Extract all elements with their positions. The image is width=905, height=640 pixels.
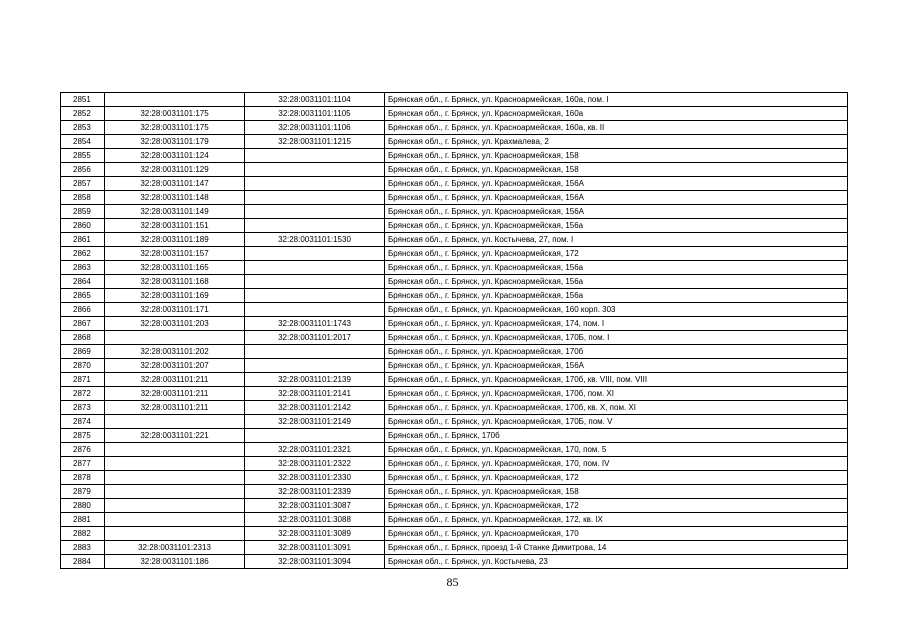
cadastral-number-cell <box>245 219 385 233</box>
address-cell: Брянская обл., г. Брянск, 170б <box>385 429 848 443</box>
parent-cadastral-number-cell: 32:28:0031101:169 <box>105 289 245 303</box>
table-row <box>61 205 848 219</box>
address-cell: Брянская обл., г. Брянск, ул. Красноармейская, 158 <box>385 149 848 163</box>
parent-cadastral-number-cell: 32:28:0031101:149 <box>105 205 245 219</box>
cadastral-number-cell <box>245 345 385 359</box>
cadastral-number-cell <box>245 149 385 163</box>
table-row <box>61 471 848 485</box>
cadastral-number-cell <box>245 205 385 219</box>
parent-cadastral-number-cell: 32:28:0031101:151 <box>105 219 245 233</box>
property-table <box>60 92 848 569</box>
page-number: 85 <box>446 575 459 589</box>
cadastral-number-cell: 32:28:0031101:2149 <box>245 415 385 429</box>
table-row <box>61 345 848 359</box>
parent-cadastral-number-cell: 32:28:0031101:148 <box>105 191 245 205</box>
parent-cadastral-number-cell <box>105 499 245 513</box>
parent-cadastral-number-cell: 32:28:0031101:186 <box>105 555 245 569</box>
parent-cadastral-number-cell: 32:28:0031101:165 <box>105 261 245 275</box>
address-cell: Брянская обл., г. Брянск, ул. Красноармейская, 156А <box>385 359 848 373</box>
parent-cadastral-number-cell: 32:28:0031101:157 <box>105 247 245 261</box>
table-row <box>61 373 848 387</box>
address-cell: Брянская обл., г. Брянск, ул. Красноармейская, 172, кв. IX <box>385 513 848 527</box>
parent-cadastral-number-cell <box>105 93 245 107</box>
cadastral-number-cell: 32:28:0031101:1743 <box>245 317 385 331</box>
row-number-cell: 2866 <box>61 303 105 317</box>
address-cell: Брянская обл., г. Брянск, ул. Костычева, 23 <box>385 555 848 569</box>
cadastral-number-cell <box>245 359 385 373</box>
parent-cadastral-number-cell: 32:28:0031101:211 <box>105 387 245 401</box>
parent-cadastral-number-cell: 32:28:0031101:147 <box>105 177 245 191</box>
parent-cadastral-number-cell: 32:28:0031101:175 <box>105 121 245 135</box>
parent-cadastral-number-cell: 32:28:0031101:168 <box>105 275 245 289</box>
row-number-cell: 2858 <box>61 191 105 205</box>
parent-cadastral-number-cell: 32:28:0031101:2313 <box>105 541 245 555</box>
row-number-cell: 2863 <box>61 261 105 275</box>
row-number-cell: 2854 <box>61 135 105 149</box>
cadastral-number-cell <box>245 191 385 205</box>
address-cell: Брянская обл., г. Брянск, ул. Красноармейская, 160а, пом. I <box>385 93 848 107</box>
row-number-cell: 2872 <box>61 387 105 401</box>
row-number-cell: 2865 <box>61 289 105 303</box>
row-number-cell: 2851 <box>61 93 105 107</box>
table-row <box>61 247 848 261</box>
table-row <box>61 401 848 415</box>
parent-cadastral-number-cell <box>105 471 245 485</box>
table-row <box>61 191 848 205</box>
row-number-cell: 2852 <box>61 107 105 121</box>
address-cell: Брянская обл., г. Брянск, ул. Красноармейская, 156А <box>385 177 848 191</box>
row-number-cell: 2864 <box>61 275 105 289</box>
parent-cadastral-number-cell: 32:28:0031101:124 <box>105 149 245 163</box>
parent-cadastral-number-cell: 32:28:0031101:175 <box>105 107 245 121</box>
table-row <box>61 331 848 345</box>
table-row <box>61 163 848 177</box>
address-cell: Брянская обл., г. Брянск, ул. Крахмалева, 2 <box>385 135 848 149</box>
address-cell: Брянская обл., г. Брянск, ул. Красноармейская, 160а, кв. II <box>385 121 848 135</box>
cadastral-number-cell: 32:28:0031101:2017 <box>245 331 385 345</box>
table-row <box>61 415 848 429</box>
cadastral-number-cell: 32:28:0031101:1104 <box>245 93 385 107</box>
cadastral-number-cell: 32:28:0031101:3088 <box>245 513 385 527</box>
table-row <box>61 149 848 163</box>
table-row <box>61 555 848 569</box>
cadastral-number-cell: 32:28:0031101:2141 <box>245 387 385 401</box>
address-cell: Брянская обл., г. Брянск, ул. Красноармейская, 170, пом. IV <box>385 457 848 471</box>
cadastral-number-cell: 32:28:0031101:2339 <box>245 485 385 499</box>
cadastral-number-cell <box>245 275 385 289</box>
table-row <box>61 275 848 289</box>
row-number-cell: 2874 <box>61 415 105 429</box>
row-number-cell: 2881 <box>61 513 105 527</box>
parent-cadastral-number-cell: 32:28:0031101:171 <box>105 303 245 317</box>
row-number-cell: 2879 <box>61 485 105 499</box>
table-row <box>61 121 848 135</box>
address-cell: Брянская обл., г. Брянск, ул. Красноармейская, 170Б, пом. V <box>385 415 848 429</box>
cadastral-number-cell <box>245 163 385 177</box>
address-cell: Брянская обл., г. Брянск, ул. Красноармейская, 156а <box>385 275 848 289</box>
row-number-cell: 2860 <box>61 219 105 233</box>
address-cell: Брянская обл., г. Брянск, ул. Красноармейская, 158 <box>385 163 848 177</box>
parent-cadastral-number-cell <box>105 513 245 527</box>
row-number-cell: 2878 <box>61 471 105 485</box>
parent-cadastral-number-cell: 32:28:0031101:207 <box>105 359 245 373</box>
row-number-cell: 2884 <box>61 555 105 569</box>
cadastral-number-cell: 32:28:0031101:3091 <box>245 541 385 555</box>
address-cell: Брянская обл., г. Брянск, ул. Красноармейская, 172 <box>385 471 848 485</box>
row-number-cell: 2855 <box>61 149 105 163</box>
table-row <box>61 457 848 471</box>
cadastral-number-cell <box>245 261 385 275</box>
address-cell: Брянская обл., г. Брянск, ул. Красноармейская, 160а <box>385 107 848 121</box>
cadastral-number-cell <box>245 303 385 317</box>
address-cell: Брянская обл., г. Брянск, ул. Костычева, 27, пом. I <box>385 233 848 247</box>
parent-cadastral-number-cell: 32:28:0031101:211 <box>105 401 245 415</box>
row-number-cell: 2859 <box>61 205 105 219</box>
address-cell: Брянская обл., г. Брянск, ул. Красноармейская, 170б, кв. VIII, пом. VIII <box>385 373 848 387</box>
row-number-cell: 2857 <box>61 177 105 191</box>
table-row <box>61 317 848 331</box>
table-row <box>61 429 848 443</box>
address-cell: Брянская обл., г. Брянск, ул. Красноармейская, 170б <box>385 345 848 359</box>
table-row <box>61 443 848 457</box>
cadastral-number-cell: 32:28:0031101:3089 <box>245 527 385 541</box>
address-cell: Брянская обл., г. Брянск, ул. Красноармейская, 170Б, пом. I <box>385 331 848 345</box>
cadastral-number-cell <box>245 177 385 191</box>
address-cell: Брянская обл., г. Брянск, проезд 1-й Станке Димитрова, 14 <box>385 541 848 555</box>
parent-cadastral-number-cell: 32:28:0031101:211 <box>105 373 245 387</box>
cadastral-number-cell: 32:28:0031101:2322 <box>245 457 385 471</box>
row-number-cell: 2877 <box>61 457 105 471</box>
address-cell: Брянская обл., г. Брянск, ул. Красноармейская, 170б, кв. X, пом. XI <box>385 401 848 415</box>
row-number-cell: 2868 <box>61 331 105 345</box>
table-row <box>61 219 848 233</box>
table-row <box>61 499 848 513</box>
parent-cadastral-number-cell: 32:28:0031101:129 <box>105 163 245 177</box>
table-row <box>61 485 848 499</box>
parent-cadastral-number-cell: 32:28:0031101:189 <box>105 233 245 247</box>
cadastral-number-cell: 32:28:0031101:1530 <box>245 233 385 247</box>
cadastral-number-cell: 32:28:0031101:2330 <box>245 471 385 485</box>
row-number-cell: 2856 <box>61 163 105 177</box>
table-row <box>61 387 848 401</box>
parent-cadastral-number-cell <box>105 415 245 429</box>
parent-cadastral-number-cell <box>105 443 245 457</box>
parent-cadastral-number-cell: 32:28:0031101:179 <box>105 135 245 149</box>
address-cell: Брянская обл., г. Брянск, ул. Красноармейская, 170, пом. 5 <box>385 443 848 457</box>
address-cell: Брянская обл., г. Брянск, ул. Красноармейская, 156а <box>385 261 848 275</box>
table-row <box>61 527 848 541</box>
table-row <box>61 289 848 303</box>
table-row <box>61 513 848 527</box>
parent-cadastral-number-cell: 32:28:0031101:202 <box>105 345 245 359</box>
row-number-cell: 2882 <box>61 527 105 541</box>
row-number-cell: 2871 <box>61 373 105 387</box>
parent-cadastral-number-cell <box>105 457 245 471</box>
row-number-cell: 2870 <box>61 359 105 373</box>
cadastral-number-cell: 32:28:0031101:2142 <box>245 401 385 415</box>
address-cell: Брянская обл., г. Брянск, ул. Красноармейская, 156а <box>385 289 848 303</box>
cadastral-number-cell <box>245 289 385 303</box>
cadastral-number-cell: 32:28:0031101:2139 <box>245 373 385 387</box>
table-row <box>61 107 848 121</box>
address-cell: Брянская обл., г. Брянск, ул. Красноармейская, 172 <box>385 247 848 261</box>
table-row <box>61 177 848 191</box>
row-number-cell: 2873 <box>61 401 105 415</box>
cadastral-number-cell: 32:28:0031101:3087 <box>245 499 385 513</box>
row-number-cell: 2867 <box>61 317 105 331</box>
address-cell: Брянская обл., г. Брянск, ул. Красноармейская, 170 <box>385 527 848 541</box>
row-number-cell: 2883 <box>61 541 105 555</box>
row-number-cell: 2876 <box>61 443 105 457</box>
table-row <box>61 135 848 149</box>
parent-cadastral-number-cell <box>105 331 245 345</box>
address-cell: Брянская обл., г. Брянск, ул. Красноармейская, 156а <box>385 219 848 233</box>
table-row <box>61 359 848 373</box>
address-cell: Брянская обл., г. Брянск, ул. Красноармейская, 156А <box>385 191 848 205</box>
address-cell: Брянская обл., г. Брянск, ул. Красноармейская, 160 корп. 303 <box>385 303 848 317</box>
row-number-cell: 2861 <box>61 233 105 247</box>
cadastral-number-cell: 32:28:0031101:1215 <box>245 135 385 149</box>
row-number-cell: 2862 <box>61 247 105 261</box>
cadastral-number-cell: 32:28:0031101:1106 <box>245 121 385 135</box>
parent-cadastral-number-cell <box>105 527 245 541</box>
address-cell: Брянская обл., г. Брянск, ул. Красноармейская, 174, пом. I <box>385 317 848 331</box>
table-row <box>61 93 848 107</box>
parent-cadastral-number-cell: 32:28:0031101:221 <box>105 429 245 443</box>
cadastral-number-cell: 32:28:0031101:3094 <box>245 555 385 569</box>
table-row <box>61 303 848 317</box>
row-number-cell: 2875 <box>61 429 105 443</box>
row-number-cell: 2853 <box>61 121 105 135</box>
cadastral-number-cell <box>245 247 385 261</box>
row-number-cell: 2869 <box>61 345 105 359</box>
table-row <box>61 261 848 275</box>
table-row <box>61 541 848 555</box>
address-cell: Брянская обл., г. Брянск, ул. Красноармейская, 158 <box>385 485 848 499</box>
parent-cadastral-number-cell <box>105 485 245 499</box>
address-cell: Брянская обл., г. Брянск, ул. Красноармейская, 172 <box>385 499 848 513</box>
row-number-cell: 2880 <box>61 499 105 513</box>
cadastral-number-cell: 32:28:0031101:2321 <box>245 443 385 457</box>
table-row <box>61 233 848 247</box>
parent-cadastral-number-cell: 32:28:0031101:203 <box>105 317 245 331</box>
address-cell: Брянская обл., г. Брянск, ул. Красноармейская, 170б, пом. XI <box>385 387 848 401</box>
address-cell: Брянская обл., г. Брянск, ул. Красноармейская, 156А <box>385 205 848 219</box>
cadastral-number-cell: 32:28:0031101:1105 <box>245 107 385 121</box>
cadastral-number-cell <box>245 429 385 443</box>
